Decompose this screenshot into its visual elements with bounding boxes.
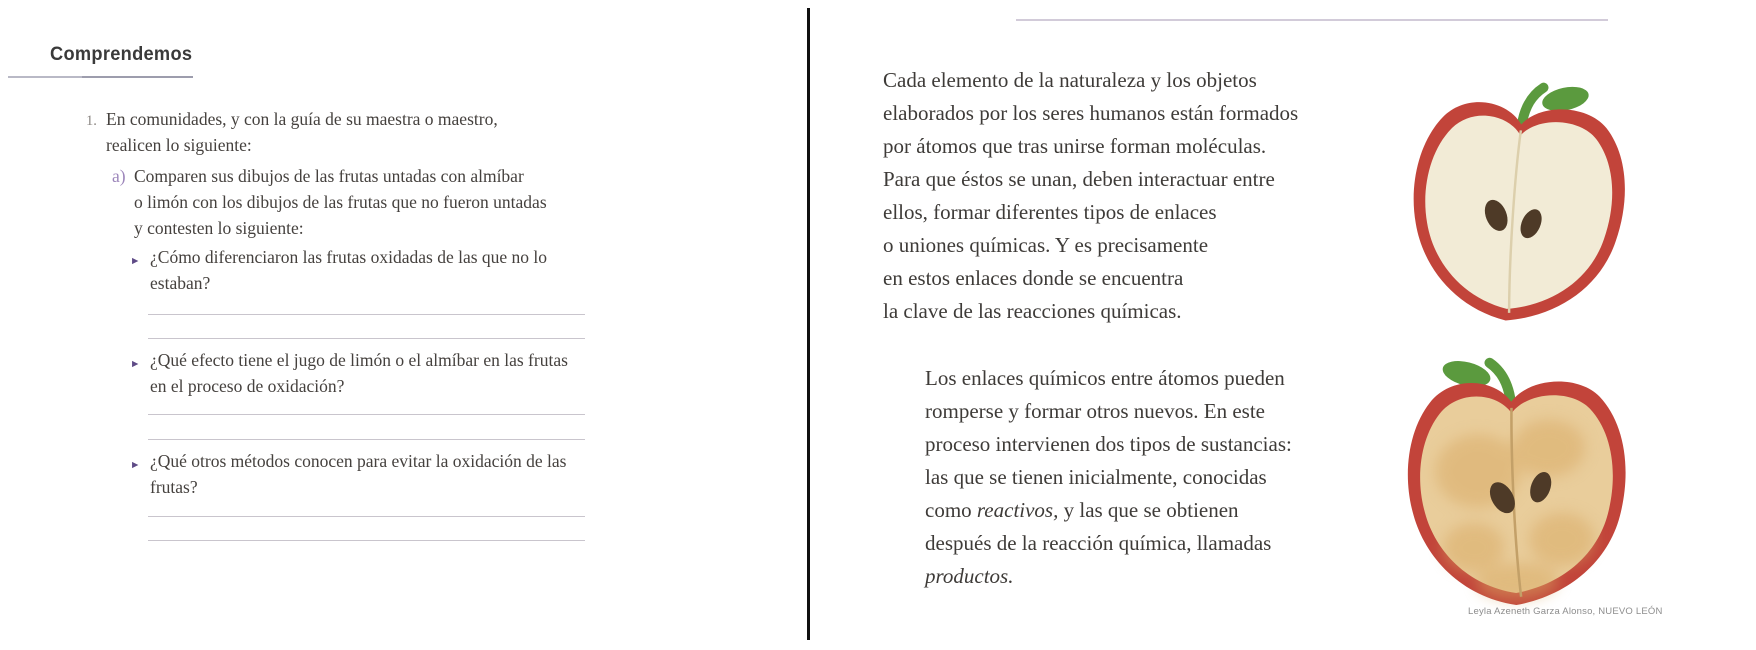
paragraph-text: como [925, 498, 977, 522]
question-line: en el proceso de oxidación? [150, 376, 345, 396]
illustration-credit: Leyla Azeneth Garza Alonso, NUEVO LEÓN [1468, 606, 1663, 617]
answer-line [148, 338, 585, 339]
list-item-line: y contesten lo siguiente: [134, 218, 304, 238]
answer-line [148, 516, 585, 517]
question-line: ¿Qué efecto tiene el jugo de limón o el almíbar en las frutas [150, 350, 568, 370]
paragraph-line [925, 494, 1292, 527]
question-2 [130, 347, 606, 399]
section-title: Comprendemos [50, 44, 193, 65]
list-letter: a) [112, 166, 126, 186]
paragraph-line: la clave de las reacciones químicas. [883, 299, 1182, 323]
paragraph-line: romperse y formar otros nuevos. En este [925, 399, 1265, 423]
list-item-1 [86, 106, 606, 158]
paragraph-line: o uniones químicas. Y es precisamente [883, 233, 1209, 257]
paragraph-line: proceso intervienen dos tipos de sustancias: [925, 432, 1292, 456]
bullet-arrow-icon: ► [130, 359, 141, 370]
answer-line [148, 540, 585, 541]
answer-line [148, 314, 585, 315]
paragraph-line: después de la reacción química, llamadas [925, 531, 1272, 555]
question-3 [130, 448, 606, 500]
illustration-fresh-apple [1389, 56, 1643, 344]
italic-term-productos: productos. [925, 564, 1014, 588]
bullet-arrow-icon: ► [130, 256, 141, 267]
question-line: ¿Qué otros métodos conocen para evitar la oxidación de las frutas? [150, 451, 567, 497]
paragraph-intro [883, 64, 1298, 328]
page-divider [807, 8, 810, 640]
paragraph-text: y las que se obtienen [1058, 498, 1239, 522]
fresh-apple-svg [1389, 56, 1643, 344]
illustration-oxidized-apple [1387, 338, 1640, 622]
question-line: ¿Cómo diferenciaron las frutas oxidadas de las que no lo estaban? [150, 247, 548, 293]
paragraph-enlaces [925, 362, 1292, 593]
list-item-line: o limón con los dibujos de las frutas que no fueron untadas [134, 192, 547, 212]
paragraph-line: en estos enlaces donde se encuentra [883, 266, 1184, 290]
paragraph-line: Para que éstos se unan, deben interactuar entre [883, 167, 1275, 191]
paragraph-line: las que se tienen inicialmente, conocidas [925, 465, 1267, 489]
answer-line [148, 414, 585, 415]
section-title-underline [8, 76, 193, 78]
answer-line [148, 439, 585, 440]
list-item-line: En comunidades, y con la guía de su maestra o maestro, [106, 109, 498, 129]
italic-term-reactivos: reactivos, [976, 498, 1059, 522]
bullet-arrow-icon: ► [130, 460, 141, 471]
paragraph-line: por átomos que tras unirse forman moléculas. [883, 134, 1267, 158]
header-rule [1016, 19, 1608, 21]
activity-list [86, 106, 606, 541]
list-item-line: realicen lo siguiente: [106, 135, 252, 155]
paragraph-line: elaborados por los seres humanos están formados [883, 101, 1299, 125]
paragraph-line: Cada elemento de la naturaleza y los objetos [883, 68, 1257, 92]
list-item-line: Comparen sus dibujos de las frutas untadas con almíbar [134, 166, 524, 186]
list-item-a [112, 163, 606, 241]
oxidized-apple-svg [1387, 338, 1640, 622]
list-number: 1. [86, 113, 97, 129]
paragraph-line: ellos, formar diferentes tipos de enlaces [883, 200, 1217, 224]
question-1 [130, 244, 606, 296]
paragraph-line: Los enlaces químicos entre átomos pueden [925, 366, 1285, 390]
